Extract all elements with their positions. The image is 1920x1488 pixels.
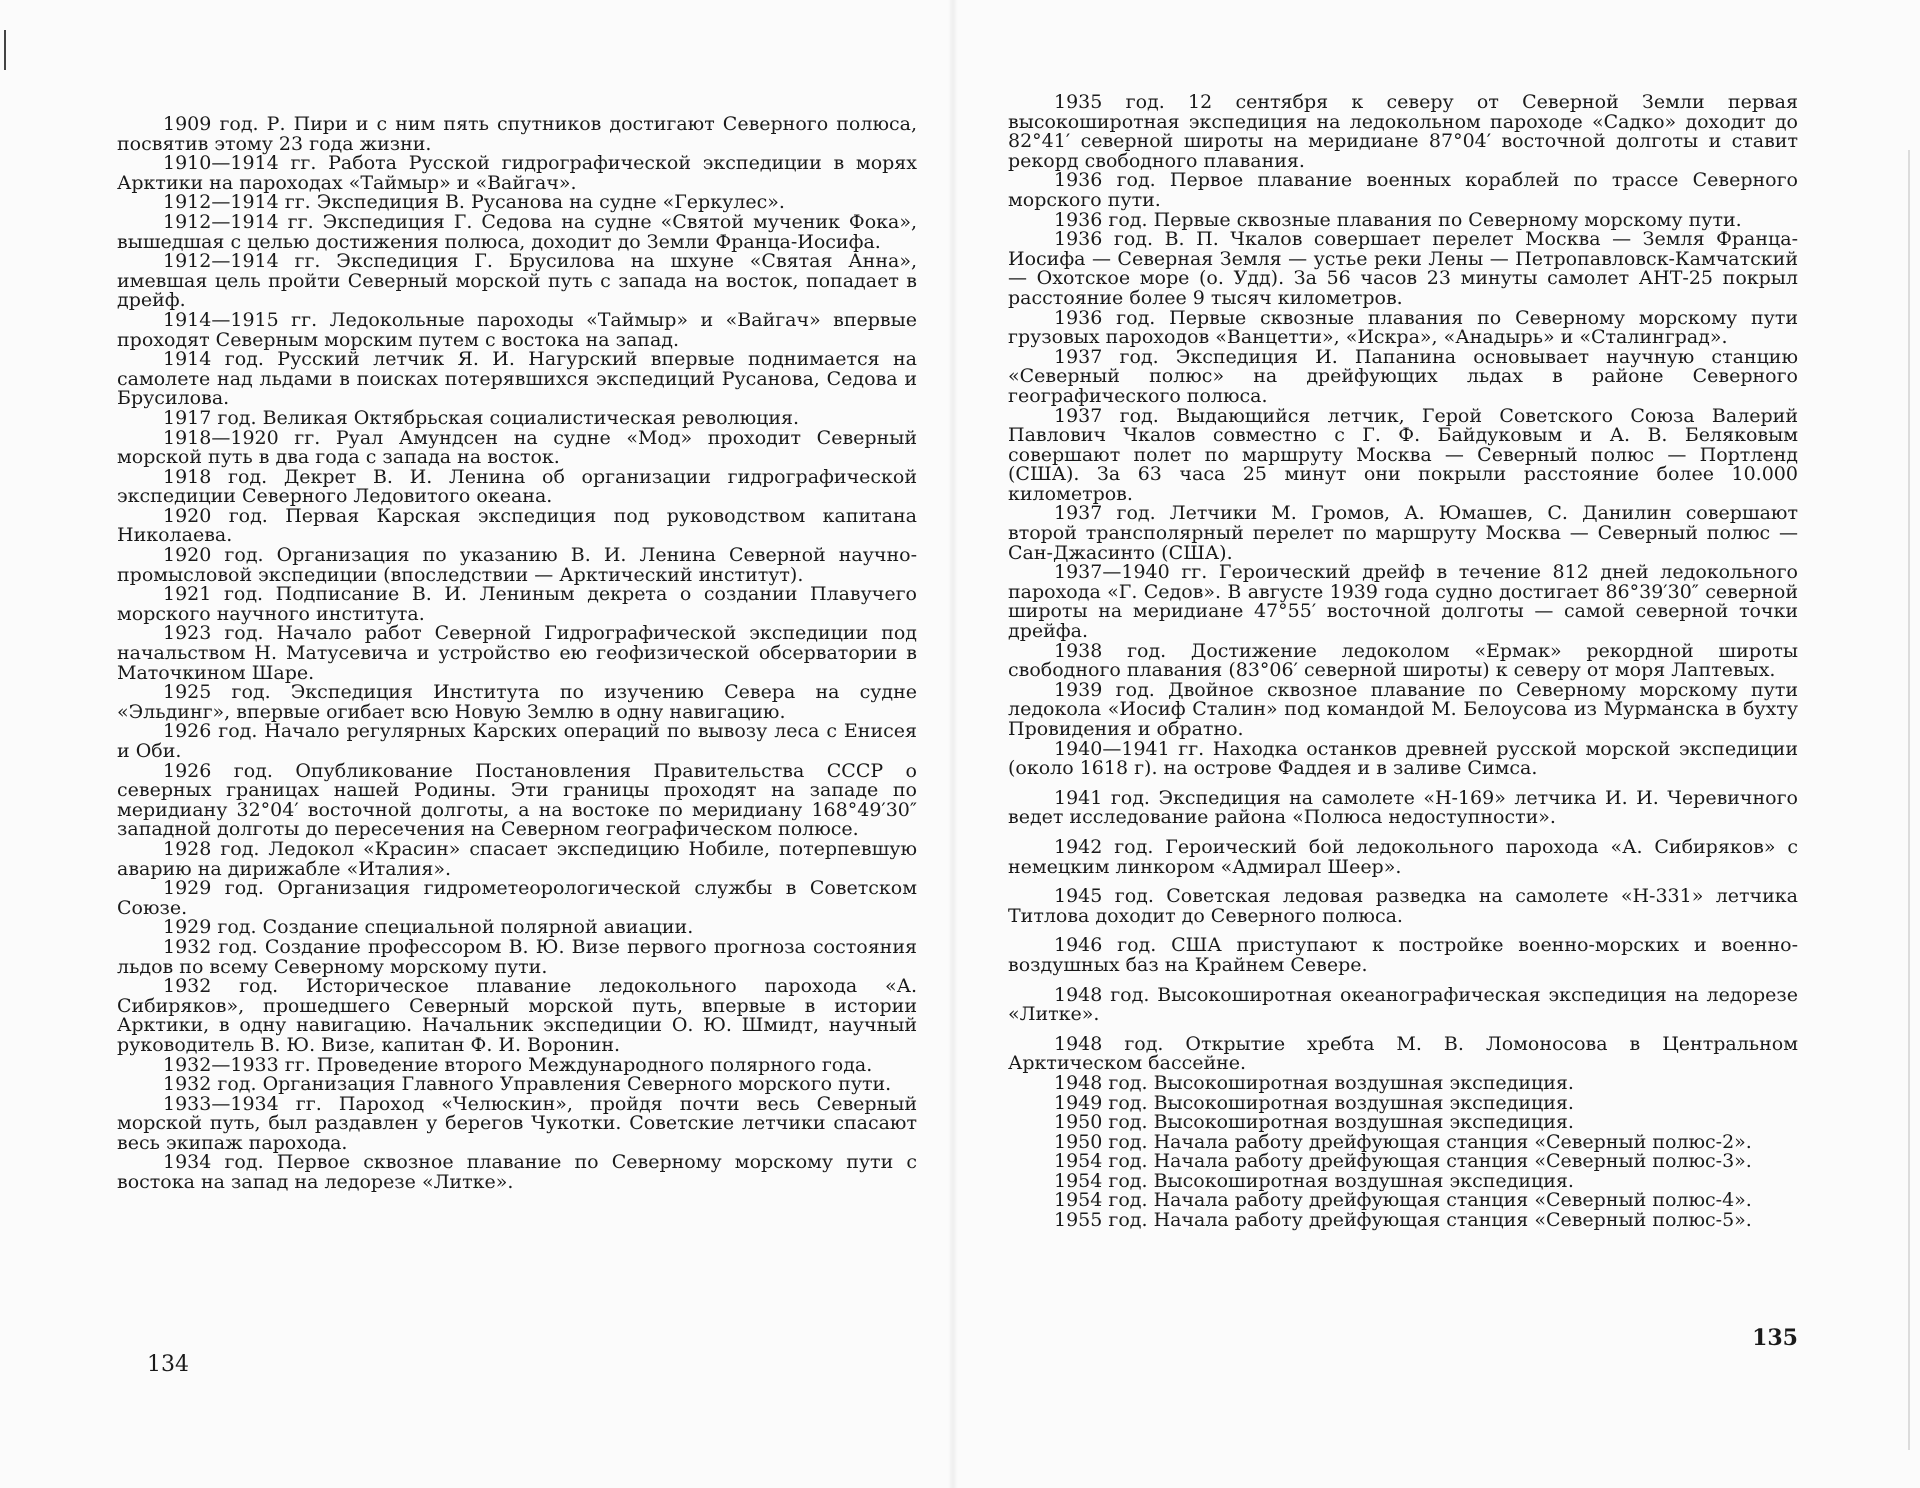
chronology-entry: 1920 год. Первая Карская экспедиция под руководством капитана Николаева. xyxy=(117,504,917,547)
chronology-entry: 1912—1914 гг. Экспедиция Г. Седова на судне «Святой мученик Фока», вышедшая с целью достижения полюса, доходит до Земли Франца-Иосифа. xyxy=(117,210,917,253)
chronology-entry: 1936 год. Первое плавание военных кораблей по трассе Северного морского пути. xyxy=(1008,169,1798,211)
chronology-entry: 1950 год. Высокоширотная воздушная экспедиция. xyxy=(1054,1111,1574,1134)
chronology-entry: 1949 год. Высокоширотная воздушная экспедиция. xyxy=(1054,1091,1574,1114)
chronology-entry: 1942 год. Героический бой ледокольного парохода «А. Сибиряков» с немецким линкором «Адмирал Шеер». xyxy=(1008,835,1798,878)
chronology-entry: 1946 год. США приступают к постройке военно-морских и военно-воздушных баз на Крайнем Севере. xyxy=(1008,934,1798,976)
page-number: 135 xyxy=(1752,1325,1798,1351)
page-fold xyxy=(948,0,958,1488)
chronology-entry: 1928 год. Ледокол «Красин» спасает экспедицию Нобиле, потерпевшую аварию на дирижабле «Италия». xyxy=(117,837,917,880)
page-number: 134 xyxy=(147,1352,189,1377)
chronology-entry: 1926 год. Опубликование Постановления Правительства СССР о северных границах нашей Родины. Эти границы проходят на западе по меридиану 32°04′ восточной долготы, а на востоке по меридиану 168°49′30″ западной долготы до пересечения на Северном географическом полюсе. xyxy=(117,759,917,841)
chronology-entry: 1936 год. Первые сквозные плавания по Северному морскому пути. xyxy=(1054,208,1742,231)
chronology-entry: 1921 год. Подписание В. И. Лениным декрета о создании Плавучего морского научного института. xyxy=(117,583,917,625)
chronology-entry: 1948 год. Высокоширотная воздушная экспедиция. xyxy=(1054,1071,1574,1094)
chronology-entry: 1929 год. Создание специальной полярной авиации. xyxy=(163,916,694,939)
chronology-entry: 1912—1914 гг. Экспедиция Г. Брусилова на шхуне «Святая Анна», имевшая цель пройти Северный морской путь с запада на восток, попадает в дрейф. xyxy=(117,250,917,312)
chronology-entry: 1939 год. Двойное сквозное плавание по Северному морскому пути ледокола «Иосиф Сталин» под командой М. Белоусова из Мурманска в бухту Провидения и обратно. xyxy=(1008,678,1798,740)
chronology-entry: 1948 год. Высокоширотная океанографическая экспедиция на ледорезе «Литке». xyxy=(1008,983,1798,1026)
chronology-entry: 1932 год. Создание профессором В. Ю. Визе первого прогноза состояния льдов по всему Северному морскому пути. xyxy=(117,935,917,978)
chronology-entry: 1936 год. В. П. Чкалов совершает перелет Москва — Земля Франца-Иосифа — Северная Земля — устье реки Лены — Петропавловск-Камчатский — Охотское море (о. Удд). За 56 часов 23 минуты самолет АНТ-25 покрыл расстояние более 9 тысяч километров. xyxy=(1008,228,1798,309)
chronology-entry: 1926 год. Начало регулярных Карских операций по вывозу леса с Енисея и Оби. xyxy=(117,720,917,762)
left-page-text xyxy=(117,115,917,1193)
chronology-entry: 1937 год. Выдающийся летчик, Герой Советского Союза Валерий Павлович Чкалов совместно с Г. Ф. Байдуковым и А. В. Беляковым совершают полет по маршруту Москва — Северный полюс — Портленд (США). За 63 часа 25 минут они покрыли расстояние более 10.000 километров. xyxy=(1008,404,1798,505)
chronology-entry: 1954 год. Высокоширотная воздушная экспедиция. xyxy=(1054,1169,1574,1192)
chronology-entry: 1910—1914 гг. Работа Русской гидрографической экспедиции в морях Арктики на пароходах «Таймыр» и «Вайгач». xyxy=(117,152,917,194)
chronology-entry: 1954 год. Начала работу дрейфующая станция «Северный полюс-3». xyxy=(1054,1150,1752,1173)
chronology-entry: 1914 год. Русский летчик Я. И. Нагурский впервые поднимается на самолете над льдами в поисках потерявшихся экспедиций Русанова, Седова и Брусилова. xyxy=(117,348,917,410)
chronology-entry: 1920 год. Организация по указанию В. И. Ленина Северной научно-промысловой экспедиции (впоследствии — Арктический институт). xyxy=(117,544,917,586)
chronology-entry: 1934 год. Первое сквозное плавание по Северному морскому пути с востока на запад на ледорезе «Литке». xyxy=(117,1151,917,1194)
chronology-entry: 1912—1914 гг. Экспедиция В. Русанова на судне «Геркулес». xyxy=(163,191,785,214)
chronology-entry: 1937 год. Экспедиция И. Папанина основывает научную станцию «Северный полюс» на дрейфующих льдах в районе Северного географического полюса. xyxy=(1008,345,1798,407)
chronology-entry: 1935 год. 12 сентября к северу от Северной Земли первая высокоширотная экспедиция на ледокольном пароходе «Садко» доходит до 82°41′ северной широты на меридиане 87°04′ восточной долготы и ставит рекорд свободного плавания. xyxy=(1008,91,1798,172)
chronology-entry: 1945 год. Советская ледовая разведка на самолете «Н-331» летчика Титлова доходит до Северного полюса. xyxy=(1008,885,1798,927)
chronology-entry: 1917 год. Великая Октябрьская социалистическая революция. xyxy=(163,406,800,429)
chronology-entry: 1933—1934 гг. Пароход «Челюскин», пройдя почти весь Северный морской путь, был раздавлен у берегов Чукотки. Советские летчики спасают весь экипаж парохода. xyxy=(117,1092,917,1154)
chronology-entry: 1923 год. Начало работ Северной Гидрографической экспедиции под начальством Н. Матусевича и устройство ею геофизической обсерватории в Маточкином Шаре. xyxy=(117,622,917,684)
chronology-entry: 1936 год. Первые сквозные плавания по Северному морскому пути грузовых пароходов «Ванцетти», «Искра», «Анадырь» и «Сталинград». xyxy=(1008,306,1798,349)
chronology-entry: 1940—1941 гг. Находка останков древней русской морской экспедиции (около 1618 г). на острове Фаддея и в заливе Симса. xyxy=(1008,737,1798,780)
chronology-entry: 1918 год. Декрет В. И. Ленина об организации гидрографической экспедиции Северного Ледовитого океана. xyxy=(117,465,917,508)
scan-edge-shadow xyxy=(1908,150,1910,1450)
chronology-entry: 1932 год. Историческое плавание ледокольного парохода «А. Сибиряков», прошедшего Северный морской путь, впервые в истории Арктики, в одну навигацию. Начальник экспедиции О. Ю. Шмидт, научный руководитель В. Ю. Визе, капитан Ф. И. Воронин. xyxy=(117,975,917,1056)
right-page-text xyxy=(1008,93,1798,1231)
chronology-entry: 1955 год. Начала работу дрейфующая станция «Северный полюс-5». xyxy=(1054,1209,1752,1232)
chronology-entry: 1932 год. Организация Главного Управления Северного морского пути. xyxy=(163,1073,892,1096)
chronology-entry: 1941 год. Экспедиция на самолете «Н-169» летчика И. И. Черевичного ведет исследование района «Полюса недоступности». xyxy=(1008,786,1798,829)
left-page xyxy=(117,0,917,1488)
chronology-entry: 1937 год. Летчики М. Громов, А. Юмашев, С. Данилин совершают второй трансполярный перелет по маршруту Москва — Северный полюс — Сан-Джасинто (США). xyxy=(1008,502,1798,564)
chronology-entry: 1948 год. Открытие хребта М. В. Ломоносова в Центральном Арктическом бассейне. xyxy=(1008,1032,1798,1075)
chronology-entry: 1954 год. Начала работу дрейфующая станция «Северный полюс-4». xyxy=(1054,1189,1752,1212)
chronology-entry: 1937—1940 гг. Героический дрейф в течение 812 дней ледокольного парохода «Г. Седов». В августе 1939 года судно достигает 86°39′30″ северной широты на меридиане 47°55′ восточной долготы — самой северной точки дрейфа. xyxy=(1008,561,1798,643)
right-page xyxy=(1008,0,1798,1488)
chronology-entry: 1909 год. Р. Пири и с ним пять спутников достигают Северного полюса, посвятив этому 23 года жизни. xyxy=(117,113,917,155)
chronology-entry: 1932—1933 гг. Проведение второго Международного полярного года. xyxy=(163,1053,873,1076)
chronology-entry: 1929 год. Организация гидрометеорологической службы в Советском Союзе. xyxy=(117,877,917,919)
scan-edge-mark xyxy=(4,30,6,70)
chronology-entry: 1918—1920 гг. Руал Амундсен на судне «Мод» проходит Северный морской путь в два года с запада на восток. xyxy=(117,426,917,469)
chronology-entry: 1925 год. Экспедиция Института по изучению Севера на судне «Эльдинг», впервые огибает всю Новую Землю в одну навигацию. xyxy=(117,681,917,723)
chronology-entry: 1950 год. Начала работу дрейфующая станция «Северный полюс-2». xyxy=(1054,1130,1752,1153)
chronology-entry: 1938 год. Достижение ледоколом «Ермак» рекордной широты свободного плавания (83°06′ северной широты) к северу от моря Лаптевых. xyxy=(1008,639,1798,682)
chronology-entry: 1914—1915 гг. Ледокольные пароходы «Таймыр» и «Вайгач» впервые проходят Северным морским путем с востока на запад. xyxy=(117,308,917,351)
